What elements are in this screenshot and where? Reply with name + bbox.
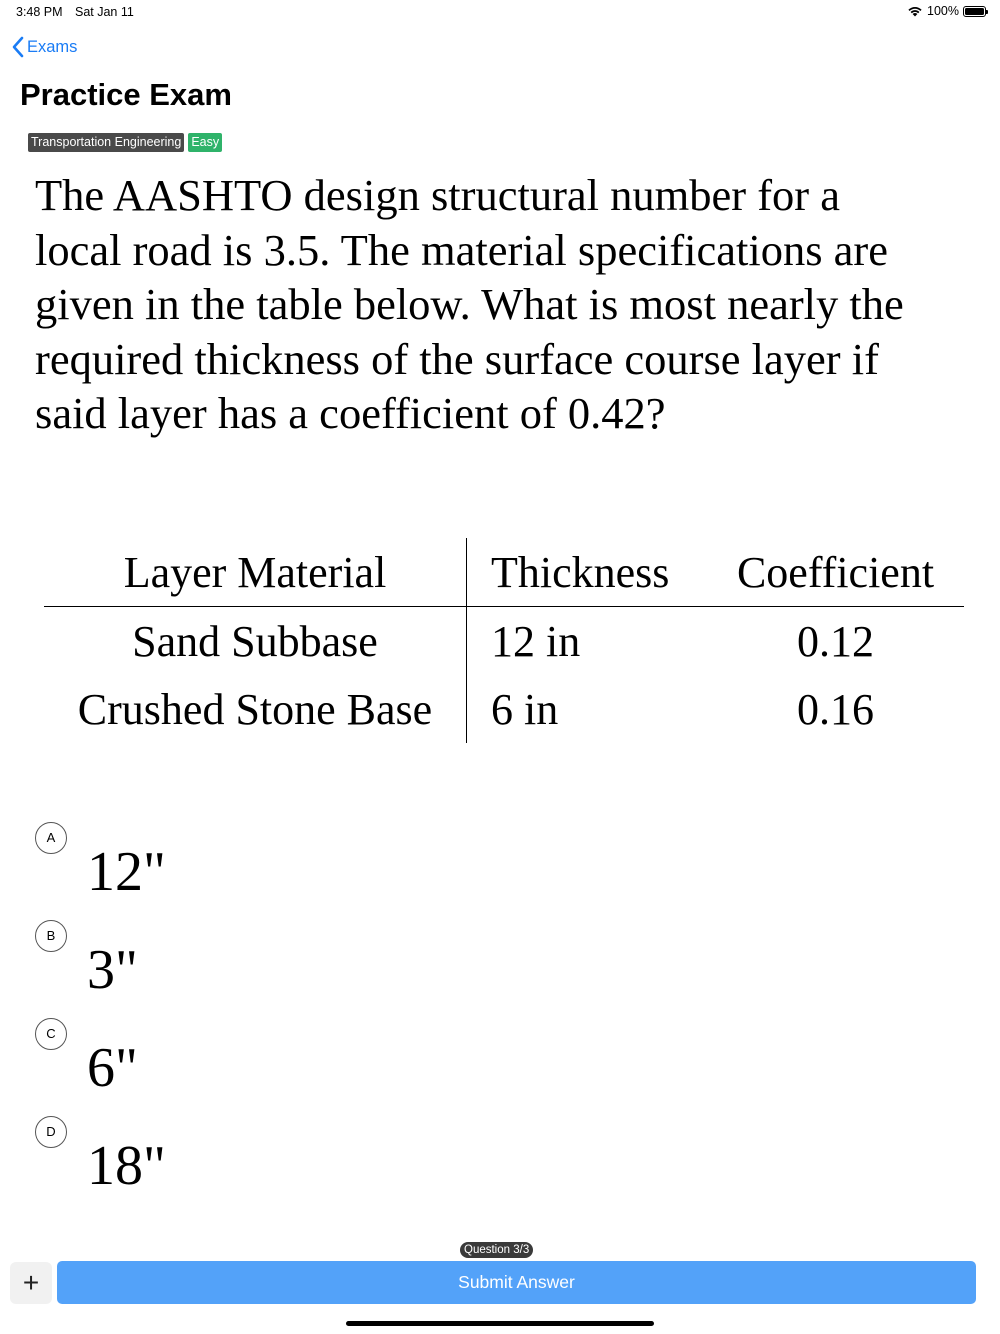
table-cell-material: Crushed Stone Base: [44, 675, 467, 743]
table-row: [44, 607, 964, 675]
answer-option-a[interactable]: [35, 822, 635, 920]
table-cell-thickness: 12 in: [491, 616, 581, 666]
table-cell-material: Sand Subbase: [44, 607, 467, 675]
answer-option-d[interactable]: [35, 1116, 635, 1214]
status-date: Sat Jan 11: [75, 5, 134, 19]
option-letter-badge[interactable]: C: [35, 1018, 67, 1050]
option-text: 6": [87, 1037, 138, 1099]
option-text: 3": [87, 939, 138, 1001]
status-indicators: [907, 4, 986, 18]
difficulty-badge: Easy: [188, 133, 222, 152]
table-header-cell: Coefficient: [736, 547, 935, 597]
question-counter-badge: Question 3/3: [460, 1242, 533, 1258]
table-header-cell: Layer Material: [44, 538, 467, 606]
page-title: Practice Exam: [20, 77, 232, 112]
option-text: 18": [87, 1135, 166, 1197]
table-header-cell: Thickness: [491, 547, 670, 597]
wifi-icon: [907, 5, 923, 17]
answer-option-c[interactable]: [35, 1018, 635, 1116]
home-indicator: [346, 1321, 654, 1326]
table-header-row: [44, 538, 964, 607]
battery-icon: [963, 6, 986, 17]
submit-answer-button[interactable]: Submit Answer: [57, 1261, 976, 1304]
material-table: [44, 538, 964, 743]
status-time: 3:48 PM: [16, 5, 63, 19]
question-text: The AASHTO design structural number for a local road is 3.5. The material specifications are given in the table below. What is most nearly the required thickness of the surface course layer if said layer has a coefficient of 0.42?: [35, 170, 904, 438]
back-button[interactable]: [11, 36, 77, 58]
answer-option-b[interactable]: [35, 920, 635, 1018]
option-letter-badge[interactable]: A: [35, 822, 67, 854]
add-button[interactable]: +: [10, 1262, 52, 1304]
chevron-left-icon: [11, 36, 25, 58]
tag-list: [28, 133, 222, 152]
table-cell-coefficient: 0.16: [797, 684, 874, 734]
back-button-label: Exams: [27, 37, 78, 56]
option-text: 12": [87, 841, 166, 903]
answer-options: [35, 822, 635, 1214]
table-cell-coefficient: 0.12: [797, 616, 874, 666]
option-letter-badge[interactable]: B: [35, 920, 67, 952]
subject-tag: Transportation Engineering: [28, 133, 184, 152]
table-cell-thickness: 6 in: [491, 684, 559, 734]
table-row: [44, 675, 964, 743]
battery-percentage: 100%: [927, 4, 959, 18]
option-letter-badge[interactable]: D: [35, 1116, 67, 1148]
status-bar: [0, 0, 1000, 24]
